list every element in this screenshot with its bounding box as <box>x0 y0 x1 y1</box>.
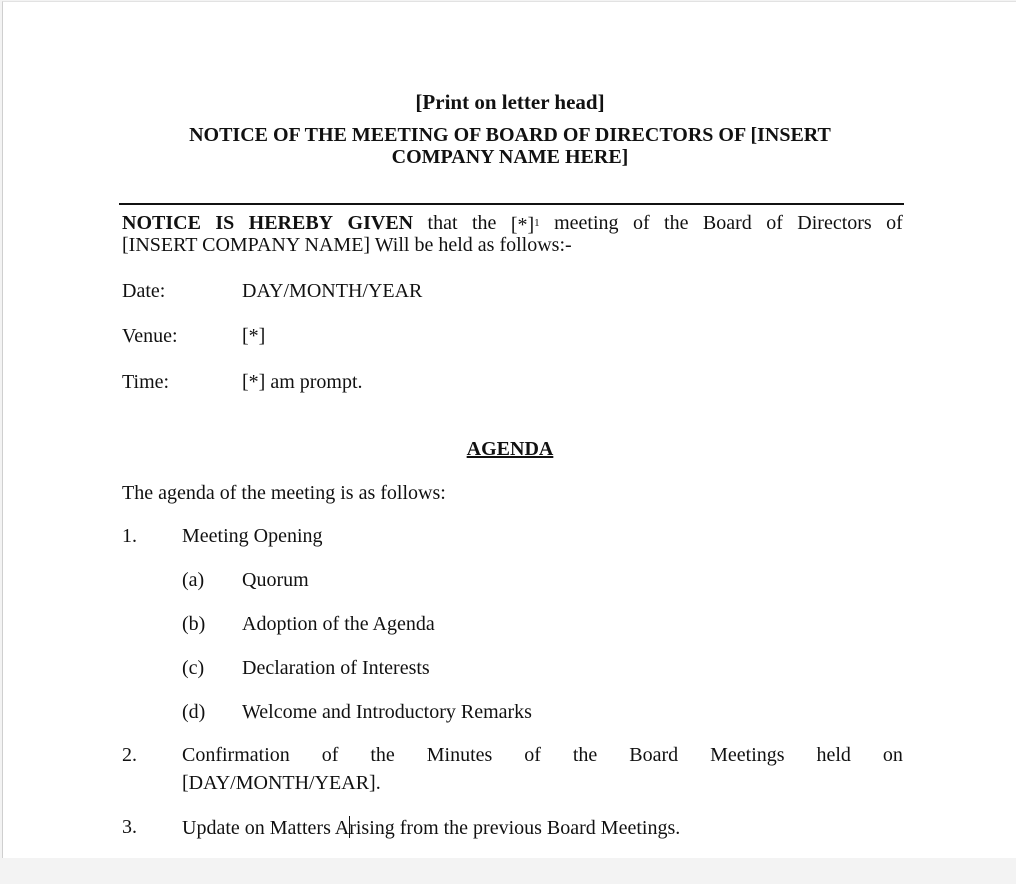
item-3-text-before-cursor: Update on Matters A <box>182 817 350 839</box>
subitem-b-label: (b) <box>182 613 206 635</box>
item-2-line-1 <box>182 744 903 766</box>
item-1-text: Meeting Opening <box>182 525 323 547</box>
item-3-text[interactable] <box>182 816 680 839</box>
subitem-a-label: (a) <box>182 569 205 591</box>
date-label: Date: <box>122 280 166 302</box>
agenda-heading: AGENDA <box>466 438 554 460</box>
subitem-d-text: Welcome and Introductory Remarks <box>242 701 532 723</box>
item-2-word: Minutes <box>426 744 493 766</box>
notice-word: HEREBY <box>248 212 334 234</box>
venue-label: Venue: <box>122 325 178 347</box>
notice-word: GIVEN <box>347 212 414 234</box>
notice-word: the <box>664 212 689 234</box>
item-1-number: 1. <box>122 525 137 547</box>
time-label: Time: <box>122 371 170 393</box>
notice-word: the <box>471 212 497 234</box>
notice-word: that <box>427 212 458 234</box>
subitem-b-text: Adoption of the Agenda <box>242 613 435 635</box>
notice-word: Directors <box>797 212 872 234</box>
notice-word-with-footnote <box>511 212 540 236</box>
notice-word: Board <box>702 212 752 234</box>
item-2-word: Confirmation <box>182 744 290 766</box>
notice-word: IS <box>215 212 235 234</box>
notice-word: [*] <box>510 214 535 236</box>
item-2-word: of <box>321 744 339 766</box>
item-2-word: the <box>572 744 598 766</box>
letterhead-note: [Print on letter head] <box>415 90 605 114</box>
item-2-word: the <box>370 744 395 766</box>
notice-word: of <box>886 212 903 234</box>
item-2-number: 2. <box>122 744 137 766</box>
item-2-word: of <box>524 744 541 766</box>
document-page[interactable] <box>2 1 1016 858</box>
notice-paragraph-line-2: [INSERT COMPANY NAME] Will be held as follows:- <box>122 234 572 256</box>
footnote-reference[interactable]: 1 <box>534 217 540 229</box>
subitem-c-label: (c) <box>182 657 205 679</box>
subitem-d-label: (d) <box>182 701 206 723</box>
notice-title-line-1: NOTICE OF THE MEETING OF BOARD OF DIRECTORS OF [INSERT <box>189 124 831 146</box>
time-value: [*] am prompt. <box>242 371 363 393</box>
item-3-number: 3. <box>122 816 137 838</box>
subitem-c-text: Declaration of Interests <box>242 657 430 679</box>
notice-title-line-2: COMPANY NAME HERE] <box>391 146 629 168</box>
item-2-line-2: [DAY/MONTH/YEAR]. <box>182 772 381 794</box>
notice-paragraph-line-1 <box>122 212 903 236</box>
item-2-word: Meetings <box>710 744 785 766</box>
item-2-word: Board <box>629 744 679 766</box>
item-3-text-after-cursor: rising from the previous Board Meetings. <box>349 817 681 839</box>
notice-word: meeting <box>554 212 619 234</box>
subitem-a-text: Quorum <box>242 569 309 591</box>
venue-value: [*] <box>242 325 266 347</box>
notice-word: of <box>632 212 650 234</box>
item-2-word: on <box>882 744 903 766</box>
notice-word: of <box>766 212 783 234</box>
date-value: DAY/MONTH/YEAR <box>242 280 423 302</box>
notice-word: NOTICE <box>122 212 201 234</box>
agenda-intro: The agenda of the meeting is as follows: <box>122 482 446 504</box>
title-divider <box>119 203 904 205</box>
item-2-word: held <box>816 744 851 766</box>
